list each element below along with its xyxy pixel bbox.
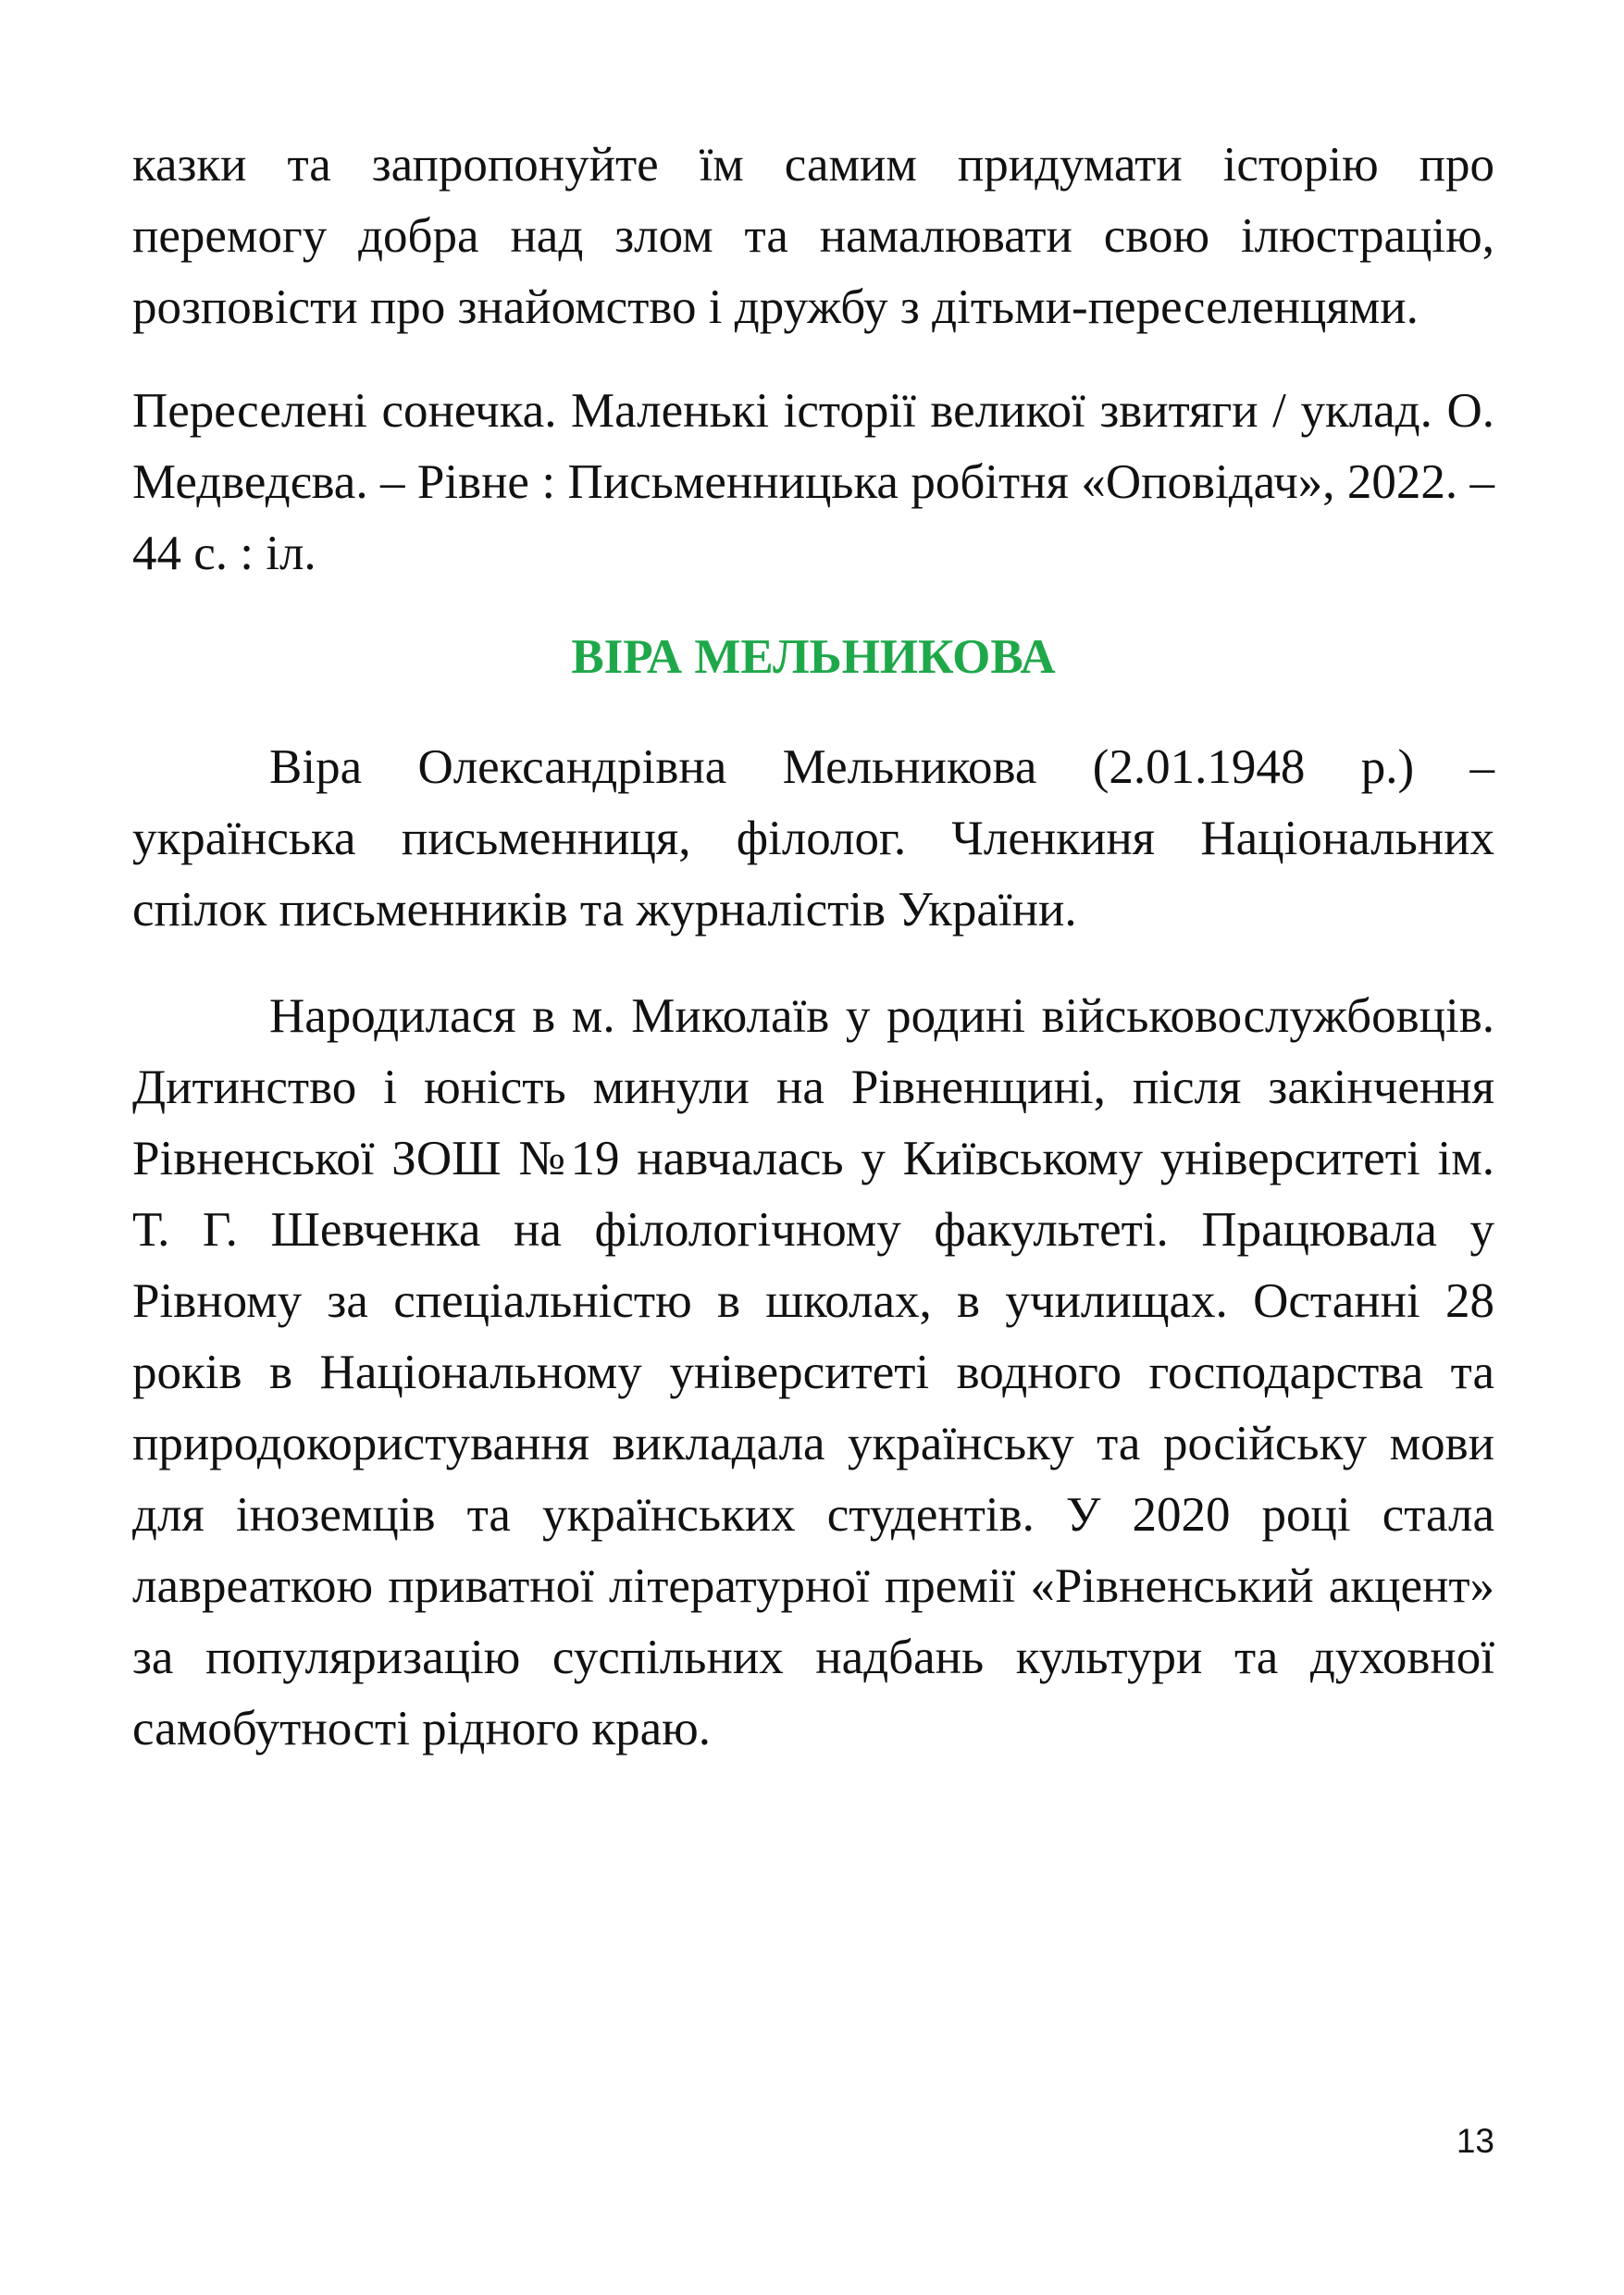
document-page — [132, 130, 1494, 1765]
bibliographic-reference: Переселені сонечка. Маленькі історії великої звитяги / уклад. О. Медведєва. – Рівне : Письменницька робітня «Оповідач», 2022. – 44 с. : іл. — [132, 384, 1494, 580]
page-number: 13 — [1456, 2122, 1494, 2160]
paragraph-intro-continuation: казки та запропонуйте їм самим придумати історію про перемогу добра над злом та намалювати свою ілюстрацію, розповісти про знайомство і дружбу з дітьми-переселенцями. — [132, 138, 1494, 334]
biography-paragraph-1: Віра Олександрівна Мельникова (2.01.1948 р.) – українська письменниця, філолог. Членкиня Національних спілок письменників та журналістів України. — [132, 740, 1494, 937]
biography-paragraph-2: Народилася в м. Миколаїв у родині військовослужбовців. Дитинство і юність минули на Рівненщині, після закінчення Рівненської ЗОШ №19 навчалась у Київському університеті ім. Т. Г. Шевченка на філологічному факультеті. Працювала у Рівному за спеціальністю в школах, в училищах. Останні 28 років в Національному університеті водного господарства та природокористування викладала українську та російську мови для іноземців та українських студентів. У 2020 році стала лавреаткою приватної літературної премії «Рівненський акцент» за популяризацію суспільних надбань культури та духовної самобутності рідного краю. — [132, 989, 1494, 1755]
section-heading: ВІРА МЕЛЬНИКОВА — [571, 630, 1056, 684]
